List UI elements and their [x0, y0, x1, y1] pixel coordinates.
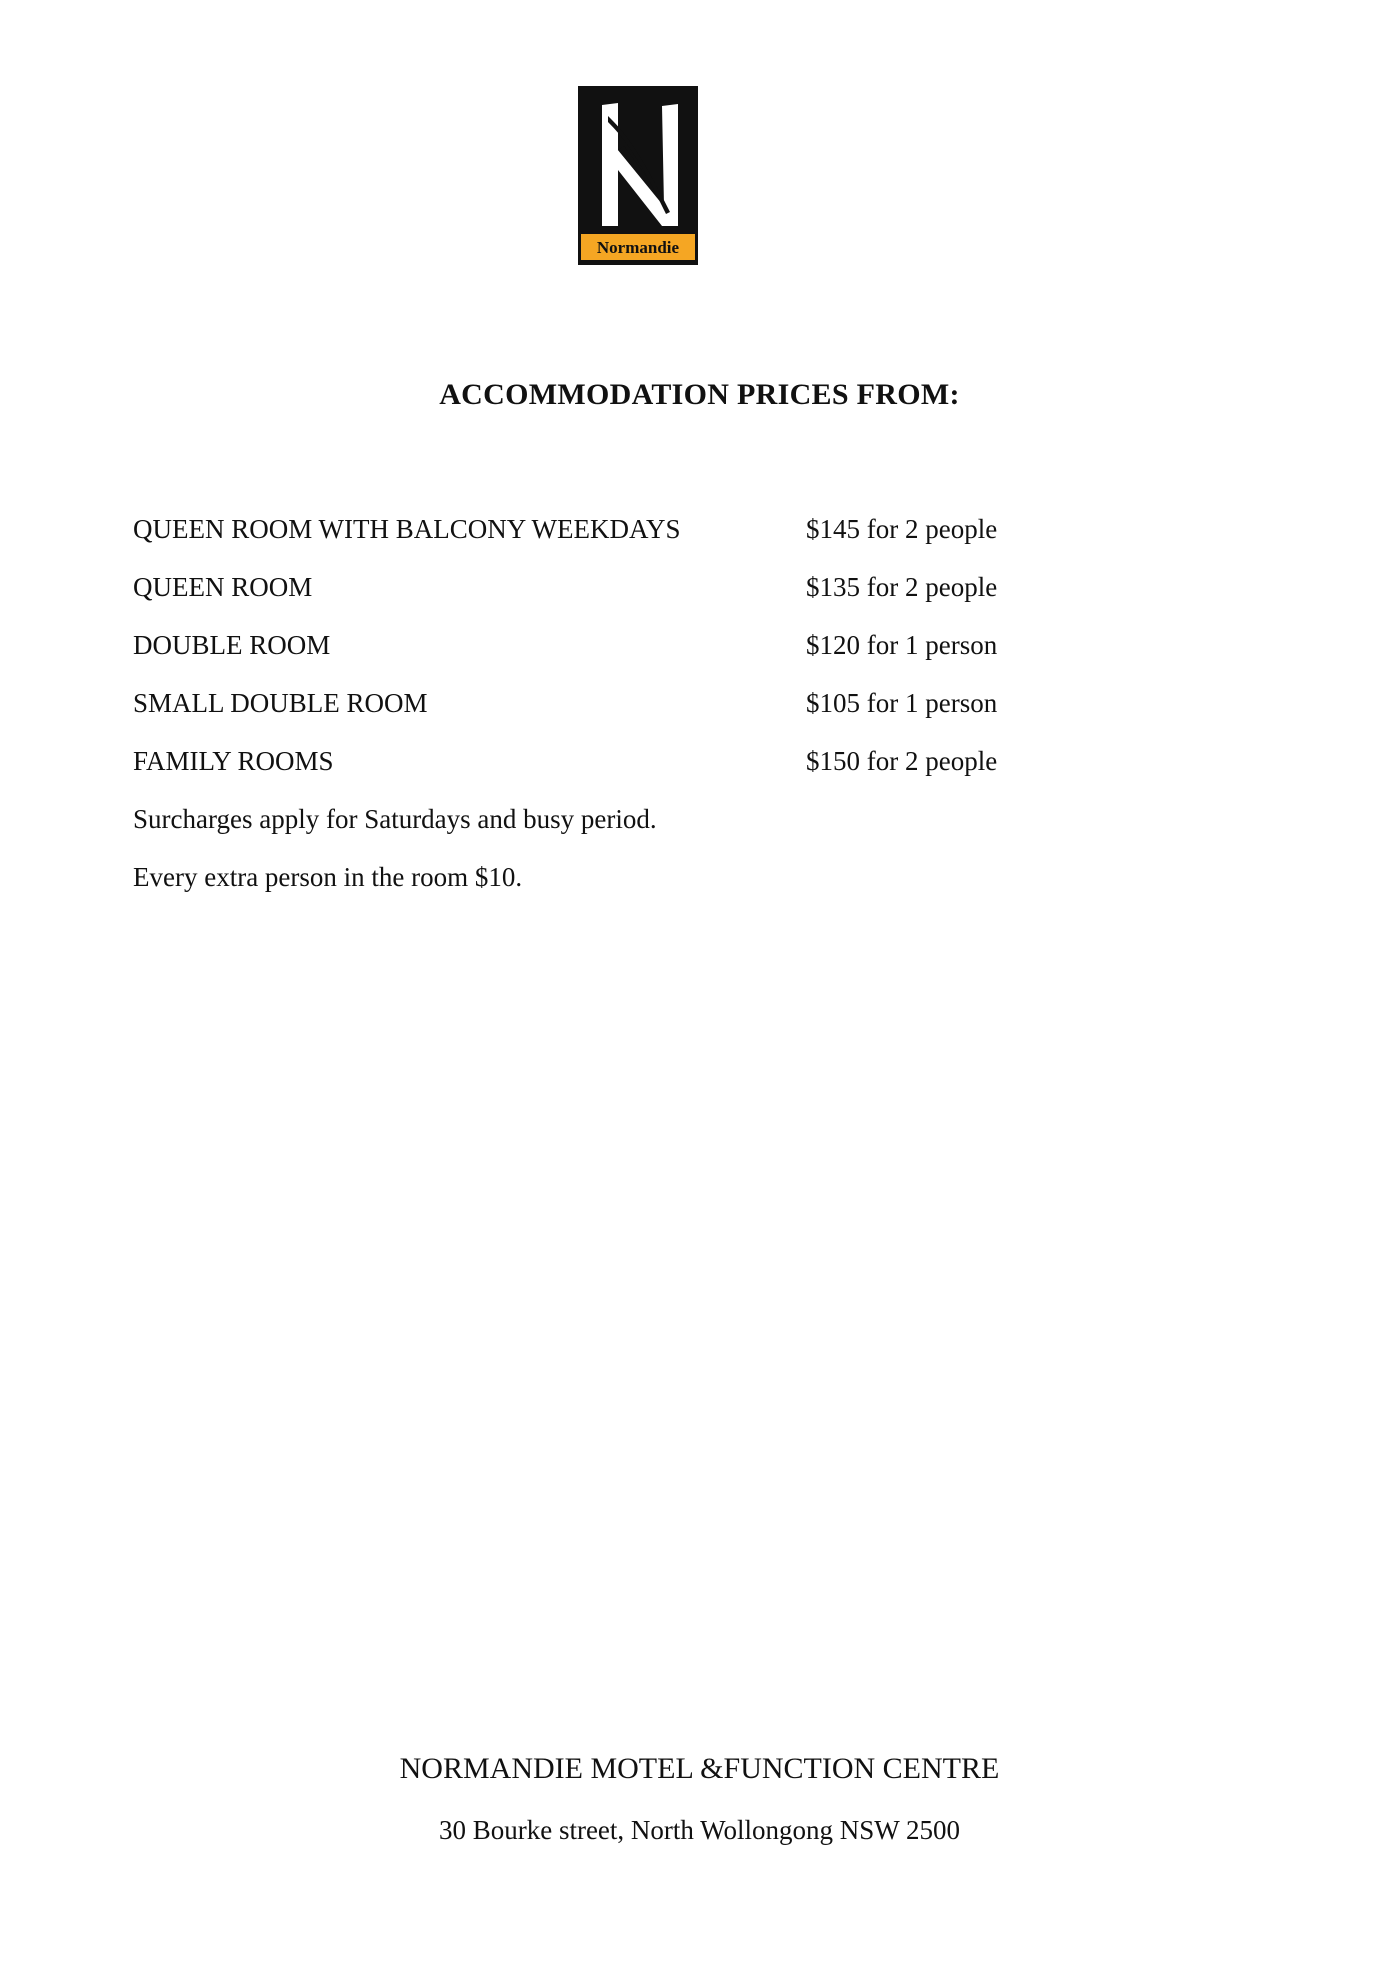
rate-row	[133, 510, 1133, 568]
room-type: FAMILY ROOMS	[133, 746, 334, 776]
page-title: ACCOMMODATION PRICES FROM:	[439, 378, 960, 411]
business-name: NORMANDIE MOTEL &FUNCTION CENTRE	[399, 1752, 1000, 1785]
room-price: $105 for 1 person	[806, 688, 998, 718]
normandie-n-logo-icon	[578, 86, 698, 265]
room-price: $135 for 2 people	[806, 572, 998, 602]
room-type: QUEEN ROOM WITH BALCONY WEEKDAYS	[133, 514, 681, 544]
normandie-logo	[578, 86, 698, 265]
rate-row	[133, 568, 1133, 626]
extra-person-note: Every extra person in the room $10.	[133, 862, 523, 892]
logo-wordmark: Normandie	[596, 238, 680, 257]
room-price: $120 for 1 person	[806, 630, 998, 660]
room-type: SMALL DOUBLE ROOM	[133, 688, 428, 718]
rate-list	[133, 510, 1133, 800]
business-address: 30 Bourke street, North Wollongong NSW 2500	[438, 1815, 961, 1845]
rate-row	[133, 684, 1133, 742]
rate-row	[133, 626, 1133, 684]
room-type: DOUBLE ROOM	[133, 630, 331, 660]
room-price: $150 for 2 people	[806, 746, 998, 776]
rate-row	[133, 742, 1133, 800]
room-type: QUEEN ROOM	[133, 572, 313, 602]
room-price: $145 for 2 people	[806, 514, 998, 544]
surcharge-note: Surcharges apply for Saturdays and busy period.	[133, 804, 657, 834]
